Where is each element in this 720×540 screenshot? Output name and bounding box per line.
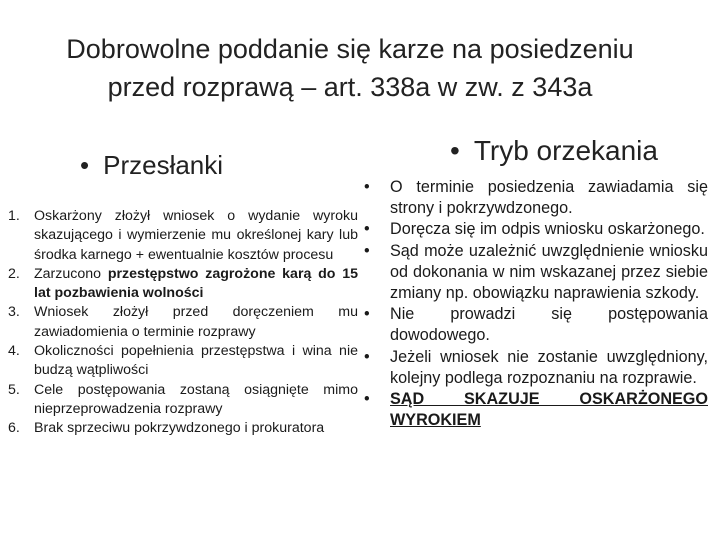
right-heading-text: Tryb orzekania bbox=[473, 135, 658, 166]
bullet-icon: • bbox=[364, 220, 370, 239]
item-number: 5. bbox=[8, 381, 20, 398]
list-item-verdict bbox=[364, 389, 708, 431]
item-text: Oskarżony złożył wniosek o wydanie wyroku skazującego i wymierzenie mu określonej kary lub środka karnego + ewentualnie kosztów procesu bbox=[34, 208, 358, 263]
slide-title bbox=[20, 30, 680, 106]
item-number: 4. bbox=[8, 343, 20, 360]
bullet-icon: • bbox=[364, 305, 370, 324]
list-item bbox=[8, 303, 358, 342]
slide-title-line-1: Dobrowolne poddanie się karze na posiedzeniu bbox=[66, 34, 634, 64]
item-number: 3. bbox=[8, 304, 20, 321]
item-text: Doręcza się im odpis wniosku oskarżonego. bbox=[390, 220, 705, 239]
list-item bbox=[364, 219, 708, 240]
item-text: Cele postępowania zostaną osiągnięte mimo nieprzeprowadzenia rozprawy bbox=[34, 381, 358, 417]
item-text: Brak sprzeciwu pokrzywdzonego i prokuratora bbox=[34, 420, 325, 437]
list-item bbox=[364, 304, 708, 346]
list-item bbox=[364, 241, 708, 305]
item-text: Sąd może uzależnić uwzględnienie wniosku od dokonania w nim wskazanej przez siebie zmiany np. obowiązku naprawienia szkody. bbox=[390, 241, 708, 303]
left-heading-text: Przesłanki bbox=[103, 150, 224, 180]
list-item bbox=[8, 419, 358, 438]
list-item bbox=[364, 347, 708, 389]
item-text: Jeżeli wniosek nie zostanie uwzględniony, kolejny podlega rozpoznaniu na rozprawie. bbox=[390, 347, 708, 387]
procedure-list bbox=[364, 177, 708, 431]
item-text: Nie prowadzi się postępowania dowodowego. bbox=[390, 305, 708, 345]
bullet-icon: • bbox=[80, 150, 90, 180]
bullet-icon: • bbox=[364, 241, 370, 260]
item-number: 6. bbox=[8, 420, 20, 437]
item-text bbox=[34, 265, 358, 304]
item-text-bold: przestępstwo zagrożone karą do 15 lat pozbawienia wolności bbox=[34, 265, 359, 302]
list-item bbox=[8, 342, 358, 381]
bullet-icon: • bbox=[364, 347, 370, 366]
bullet-icon: • bbox=[364, 390, 370, 409]
item-number: 1. bbox=[8, 208, 20, 224]
list-item bbox=[364, 177, 708, 219]
slide-title-line-2: przed rozprawą – art. 338a w zw. z 343a bbox=[107, 72, 593, 102]
right-heading bbox=[450, 135, 658, 167]
bullet-icon: • bbox=[364, 178, 370, 196]
bullet-icon: • bbox=[450, 135, 460, 166]
left-heading bbox=[80, 150, 223, 181]
list-item bbox=[8, 265, 358, 304]
item-text-plain: Zarzucono bbox=[34, 265, 108, 282]
list-item bbox=[8, 381, 358, 420]
verdict-text: SĄD SKAZUJE OSKARŻONEGO WYROKIEM bbox=[390, 390, 708, 430]
item-text: Okoliczności popełnienia przestępstwa i wina nie budzą wątpliwości bbox=[34, 343, 358, 379]
item-text: O terminie posiedzenia zawiadamia się strony i pokrzywdzonego. bbox=[390, 178, 708, 218]
list-item bbox=[8, 207, 358, 265]
item-text: Wniosek złożył przed doręczeniem mu zawiadomienia o terminie rozprawy bbox=[34, 304, 358, 340]
item-number: 2. bbox=[8, 265, 20, 282]
premises-list bbox=[8, 207, 358, 439]
